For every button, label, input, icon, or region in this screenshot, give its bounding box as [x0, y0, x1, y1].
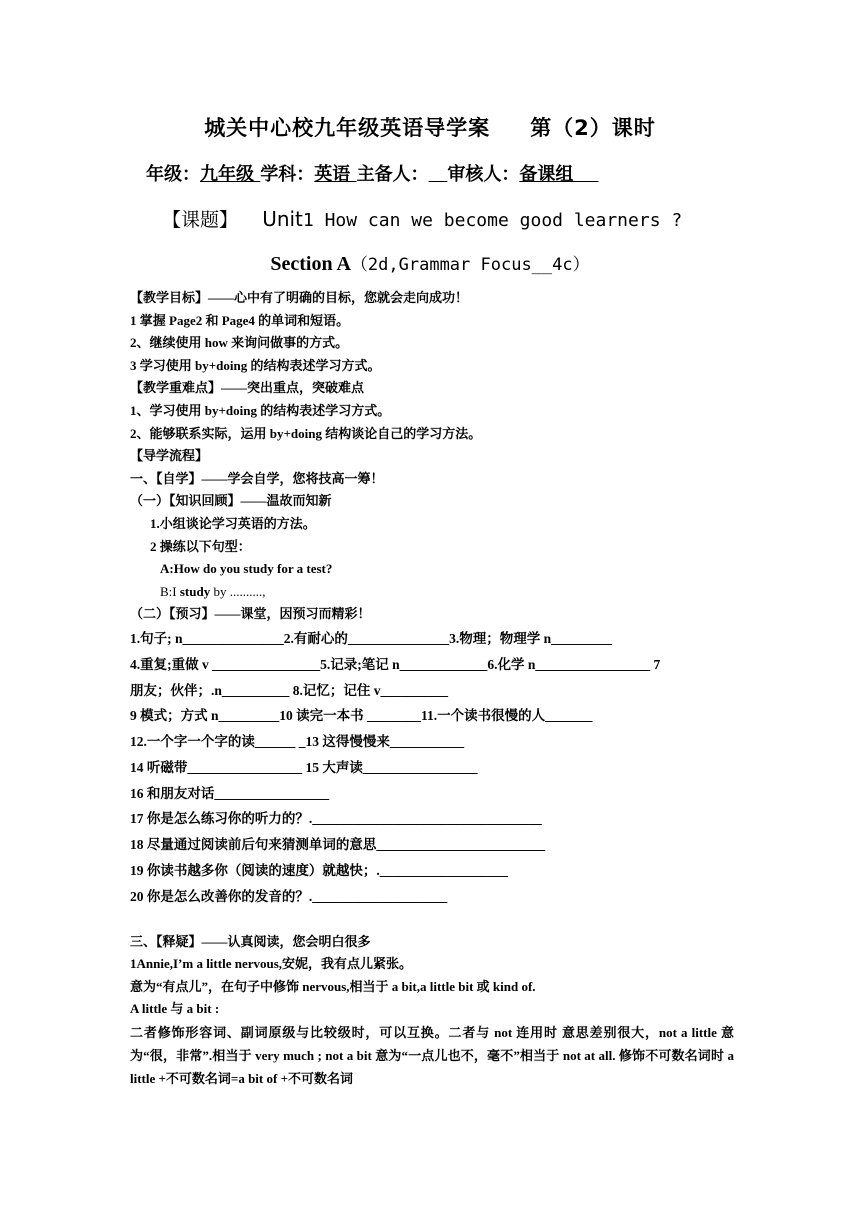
vocab-line: 4.重复;重做 v ________________5.记录;笔记 n_____________6.化学 n_________________ 7: [130, 656, 661, 672]
reviewer-value: 备课组: [519, 164, 599, 185]
objective-item: 1 掌握 Page2 和 Page4 的单词和短语。: [130, 312, 350, 328]
section-range: （2d,Grammar Focus__4c）: [350, 255, 590, 275]
self-study-heading: 一、【自学】——学会自学，您将技高一筹！: [130, 470, 384, 486]
preview-heading: （二）【预习】——课堂，因预习而精彩！: [130, 606, 371, 622]
vocab-line: 20 你是怎么改善你的发音的？.____________________: [130, 888, 448, 904]
topic-unit: Unit: [262, 207, 303, 231]
section-heading: [0, 250, 860, 276]
blank-gap: [130, 910, 734, 931]
review-item: 2 操练以下句型：: [150, 538, 251, 554]
title-main: 城关中心校九年级英语导学案: [204, 116, 491, 140]
explain-line: 1Annie,I’m a little nervous,安妮，我有点儿紧张。: [130, 956, 413, 972]
vocab-line: 9 模式；方式 n_________10 读完一本书 ________11.一个读书很慢的人_______: [130, 708, 593, 724]
document-title: [0, 112, 860, 142]
preparer-label: 主备人：: [356, 164, 429, 185]
dialog-answer-verb: study: [179, 583, 211, 599]
review-heading: （一）【知识回顾】——温故而知新: [130, 493, 332, 509]
topic-title: 1 How can we become good learners ?: [302, 210, 683, 231]
reviewer-label: 审核人：: [447, 164, 520, 185]
key-point-item: 1、学习使用 by+doing 的结构表述学习方式。: [130, 402, 391, 418]
title-lesson-number: 第（2）课时: [530, 116, 656, 140]
vocab-line: 19 你读书越多你（阅读的速度）就越快；.___________________: [130, 863, 508, 879]
dialog-answer-suffix: by ..........,: [210, 583, 266, 599]
dialog-answer-prefix: B:I: [160, 583, 180, 599]
objective-item: 3 学习使用 by+doing 的结构表述学习方式。: [130, 357, 381, 373]
objective-item: 2、继续使用 how 来询问做事的方式。: [130, 335, 349, 351]
dialog-answer: [130, 581, 734, 604]
explain-line: A little 与 a bit :: [130, 1001, 220, 1017]
objectives-heading: 【教学目标】——心中有了明确的目标，您就会走向成功！: [130, 290, 469, 305]
meta-line: [146, 160, 598, 186]
review-item: 1.小组谈论学习英语的方法。: [150, 515, 316, 531]
key-points-heading: 【教学重难点】——突出重点，突破难点: [130, 380, 365, 396]
vocab-line: 朋友；伙伴；.n__________ 8.记忆；记住 v__________: [130, 682, 449, 698]
preparer-value: [429, 164, 448, 185]
vocab-line: 18 尽量通过阅读前后句来猜测单词的意思_________________________: [130, 837, 546, 853]
vocab-line: 14 听磁带_________________ 15 大声读_________________: [130, 759, 478, 775]
explain-heading: 三、【释疑】——认真阅读，您会明白很多: [130, 933, 371, 949]
grade-label: 年级：: [146, 164, 200, 185]
grade-value: 九年级: [200, 164, 261, 185]
section-name: Section A: [270, 253, 351, 275]
dialog-question: A:How do you study for a test?: [160, 561, 333, 577]
topic-line: [162, 205, 682, 232]
vocab-line: 17 你是怎么练习你的听力的？.__________________________________: [130, 811, 542, 827]
flow-heading: 【导学流程】: [130, 448, 209, 464]
document-body: [130, 287, 734, 1090]
topic-label: 【课题】: [162, 209, 239, 231]
explain-line: 意为“有点儿”，在句子中修饰 nervous,相当于 a bit,a little bit 或 kind of.: [130, 978, 536, 994]
key-point-item: 2、能够联系实际，运用 by+doing 结构谈论自己的学习方法。: [130, 425, 482, 441]
vocab-line: 12.一个字一个字的读______ _13 这得慢慢来___________: [130, 734, 465, 750]
subject-label: 学科：: [260, 164, 315, 185]
explain-paragraph: 二者修饰形容词、副词原级与比较级时，可以互换。二者与 not 连用时 意思差别很大，not a little 意为“很，非常”.相当于 very much ; not a bit 意为“一点儿也不，毫不”相当于 not at all. 修饰不可数名词时 a little +不可数名词=a bit of +不可数名词: [130, 1025, 734, 1087]
subject-value: 英语: [314, 164, 357, 185]
vocab-line: 1.句子; n_______________2.有耐心的_______________3.物理；物理学 n_________: [130, 630, 612, 646]
vocab-line: 16 和朋友对话_________________: [130, 785, 330, 801]
